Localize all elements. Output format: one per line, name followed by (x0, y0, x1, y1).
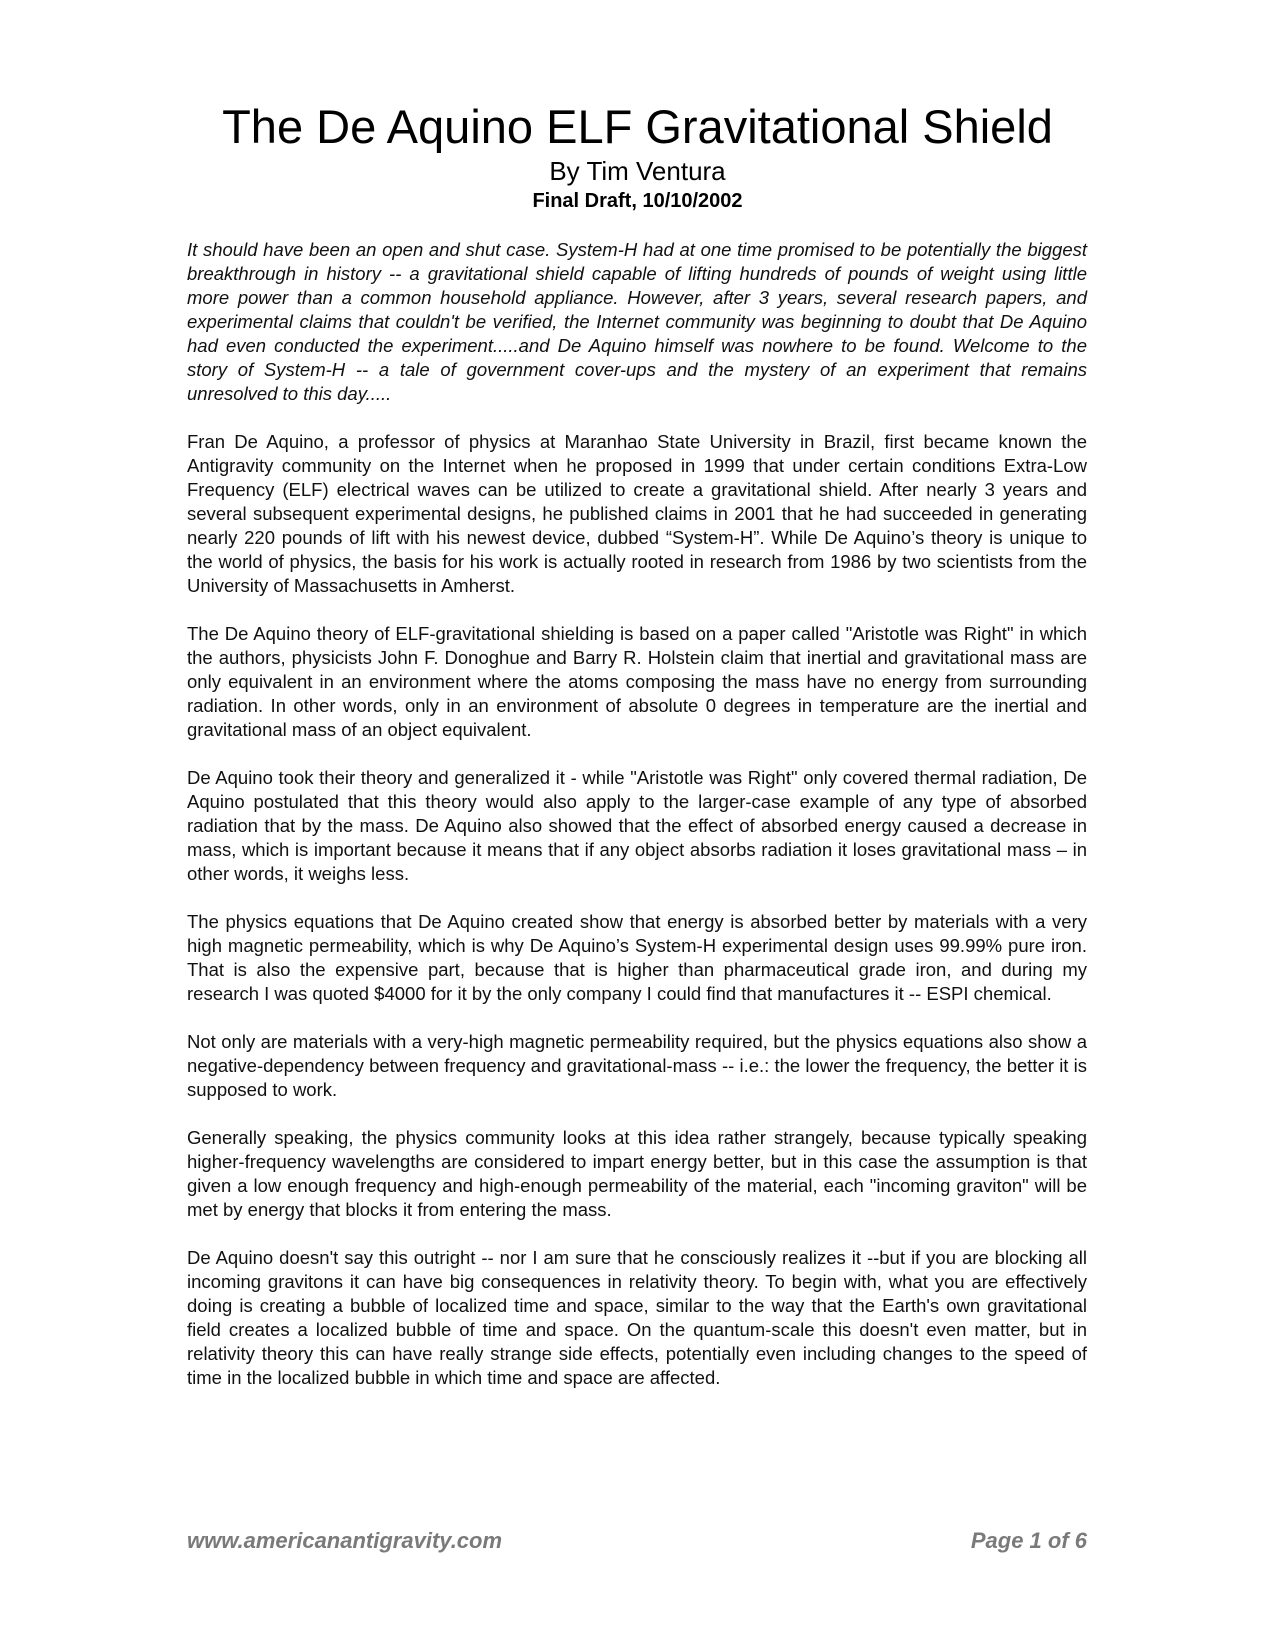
document-author: By Tim Ventura (549, 156, 726, 186)
document-title: The De Aquino ELF Gravitational Shield (222, 100, 1053, 153)
body-paragraph: Generally speaking, the physics community looks at this idea rather strangely, because typically speaking higher-frequency wavelengths are considered to impart energy better, but in this case the assumption is that given a low enough frequency and high-enough permeability of the material, each "incoming graviton" will be met by energy that blocks it from entering the mass. (187, 1127, 1087, 1220)
footer-website-link[interactable]: www.americanantigravity.com (187, 1528, 503, 1553)
body-paragraph: The De Aquino theory of ELF-gravitational shielding is based on a paper called "Aristotle was Right" in which the authors, physicists John F. Donoghue and Barry R. Holstein claim that inertial and gravitational mass are only equivalent in an environment where the atoms composing the mass have no energy from surrounding radiation. In other words, only in an environment of absolute 0 degrees in temperature are the inertial and gravitational mass of an object equivalent. (187, 623, 1087, 740)
body-paragraph: De Aquino doesn't say this outright -- nor I am sure that he consciously realizes it --but if you are blocking all incoming gravitons it can have big consequences in relativity theory. To begin with, what you are effectively doing is creating a bubble of localized time and space, similar to the way that the Earth's own gravitational field creates a localized bubble of time and space. On the quantum-scale this doesn't even matter, but in relativity theory this can have really strange side effects, potentially even including changes to the speed of time in the localized bubble in which time and space are affected. (187, 1247, 1087, 1388)
intro-paragraph: It should have been an open and shut case. System-H had at one time promised to be potentially the biggest breakthrough in history -- a gravitational shield capable of lifting hundreds of pounds of weight using little more power than a common household appliance. However, after 3 years, several research papers, and experimental claims that couldn't be verified, the Internet community was beginning to doubt that De Aquino had even conducted the experiment.....and De Aquino himself was nowhere to be found. Welcome to the story of System-H -- a tale of government cover-ups and the mystery of an experiment that remains unresolved to this day..... (187, 239, 1087, 404)
document-draft-date: Final Draft, 10/10/2002 (532, 190, 743, 212)
body-paragraph: De Aquino took their theory and generalized it - while "Aristotle was Right" only covered thermal radiation, De Aquino postulated that this theory would also apply to the larger-case example of any type of absorbed radiation that by the mass. De Aquino also showed that the effect of absorbed energy caused a decrease in mass, which is important because it means that if any object absorbs radiation it loses gravitational mass – in other words, it weighs less. (187, 767, 1087, 884)
page-footer (187, 1528, 1087, 1558)
body-paragraph: Not only are materials with a very-high magnetic permeability required, but the physics equations also show a negative-dependency between frequency and gravitational-mass -- i.e.: the lower the frequency, the better it is supposed to work. (187, 1031, 1087, 1100)
document-body (187, 238, 1087, 1414)
body-paragraph: The physics equations that De Aquino created show that energy is absorbed better by materials with a very high magnetic permeability, which is why De Aquino’s System-H experimental design uses 99.99% pure iron. That is also the expensive part, because that is higher than pharmaceutical grade iron, and during my research I was quoted $4000 for it by the only company I could find that manufactures it -- ESPI chemical. (187, 911, 1087, 1004)
footer-page-number: Page 1 of 6 (970, 1528, 1087, 1553)
body-paragraph: Fran De Aquino, a professor of physics at Maranhao State University in Brazil, first became known the Antigravity community on the Internet when he proposed in 1999 that under certain conditions Extra-Low Frequency (ELF) electrical waves can be utilized to create a gravitational shield. After nearly 3 years and several subsequent experimental designs, he published claims in 2001 that he had succeeded in generating nearly 220 pounds of lift with his newest device, dubbed “System-H”. While De Aquino’s theory is unique to the world of physics, the basis for his work is actually rooted in research from 1986 by two scientists from the University of Massachusetts in Amherst. (187, 431, 1087, 596)
